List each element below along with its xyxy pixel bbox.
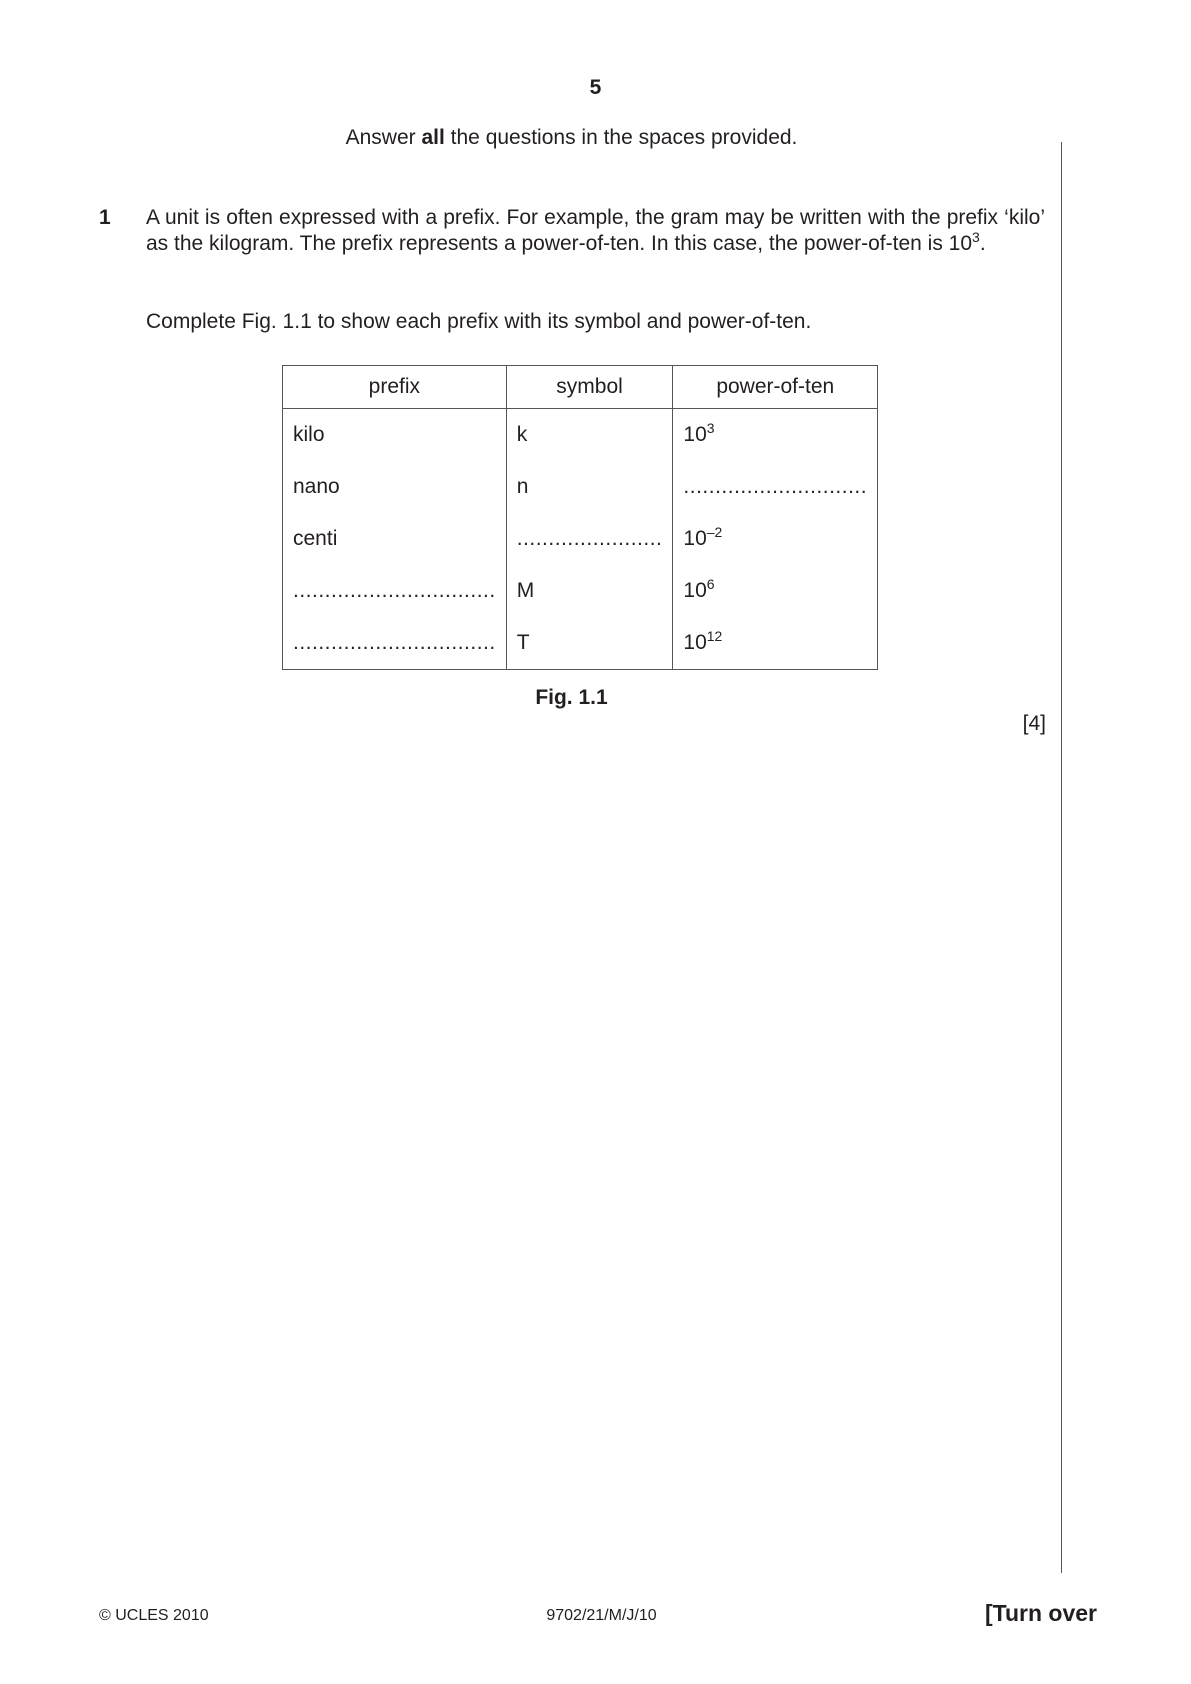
power-base: 10 — [683, 527, 707, 550]
power-exponent: –2 — [706, 524, 723, 540]
cell-power — [673, 617, 878, 670]
margin-line — [1061, 142, 1062, 1573]
instructions-after: the questions in the spaces provided. — [444, 126, 798, 149]
cell-power — [673, 513, 878, 565]
marks-allocation: [4] — [1022, 712, 1046, 735]
header-prefix: prefix — [283, 366, 507, 409]
cell-symbol: T — [506, 617, 673, 670]
question-text — [146, 205, 1045, 257]
power-exponent: 3 — [706, 420, 715, 436]
cell-prefix: kilo — [283, 409, 507, 462]
cell-symbol-answer-space[interactable]: ....................... — [506, 513, 673, 565]
table-row — [283, 617, 878, 670]
page-number: 5 — [589, 76, 602, 99]
power-exponent: 6 — [706, 576, 715, 592]
power-base: 10 — [683, 631, 707, 654]
power-base: 10 — [683, 579, 707, 602]
figure-label: Fig. 1.1 — [535, 686, 608, 709]
header-power-of-ten: power-of-ten — [673, 366, 878, 409]
footer-copyright: © UCLES 2010 — [99, 1607, 209, 1624]
header-symbol: symbol — [506, 366, 673, 409]
question-exponent: 3 — [972, 229, 980, 245]
power-base: 10 — [683, 423, 707, 446]
question-text-end: . — [979, 232, 986, 255]
cell-prefix: centi — [283, 513, 507, 565]
cell-power — [673, 409, 878, 462]
question-text-main: A unit is often expressed with a prefix. For example, the gram may be written with the prefix ‘kilo’ as the kilogram. The prefix represents a power-of-ten. In this case, the power-of-ten is 10 — [146, 206, 1045, 255]
cell-prefix-answer-space[interactable]: ................................ — [283, 617, 507, 670]
instructions-before: Answer — [345, 126, 422, 149]
power-base: ............................. — [683, 475, 868, 498]
table-row — [283, 565, 878, 617]
task-instruction: Complete Fig. 1.1 to show each prefix with its symbol and power-of-ten. — [146, 310, 812, 333]
table-row — [283, 513, 878, 565]
instructions-bold: all — [421, 126, 445, 149]
footer-paper-code: 9702/21/M/J/10 — [546, 1607, 657, 1624]
cell-power — [673, 565, 878, 617]
instructions — [0, 126, 1143, 150]
prefix-table — [282, 365, 878, 670]
cell-symbol: M — [506, 565, 673, 617]
cell-power-answer-space[interactable] — [673, 461, 878, 513]
table-row — [283, 461, 878, 513]
cell-symbol: n — [506, 461, 673, 513]
table-header-row — [283, 366, 878, 409]
cell-prefix-answer-space[interactable]: ................................ — [283, 565, 507, 617]
cell-prefix: nano — [283, 461, 507, 513]
question-number: 1 — [99, 206, 111, 229]
turn-over-label: [Turn over — [984, 1600, 1097, 1626]
table-row — [283, 409, 878, 462]
cell-symbol: k — [506, 409, 673, 462]
power-exponent: 12 — [706, 628, 723, 644]
